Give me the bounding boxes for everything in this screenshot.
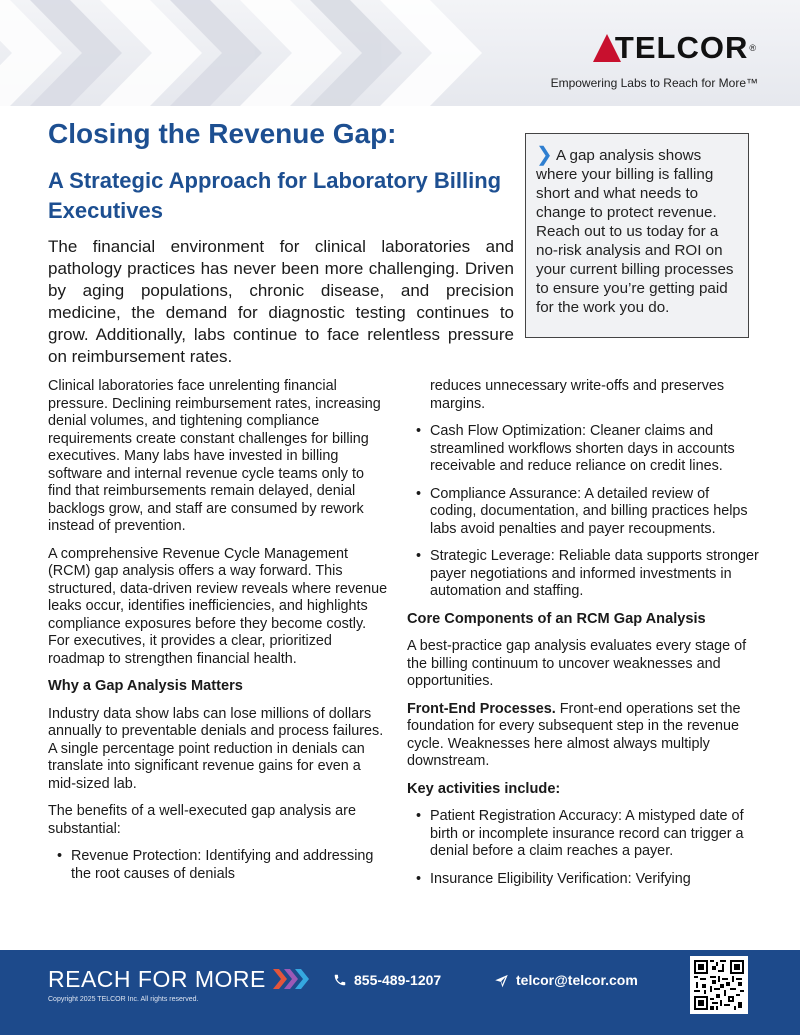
logo-wordmark: TELCOR: [614, 30, 749, 65]
section-heading-why: Why a Gap Analysis Matters: [48, 678, 243, 694]
front-end-lead: Front-End Processes.: [407, 700, 556, 717]
benefits-list: [48, 848, 388, 883]
logo-registered-mark: ®: [749, 43, 756, 53]
bullet-icon: •: [416, 870, 422, 887]
section-heading-key-activities: Key activities include:: [407, 780, 561, 797]
bullet-icon: •: [57, 848, 63, 864]
list-item: [48, 848, 388, 883]
footer-slogan: REACH FOR MORE: [48, 966, 266, 992]
chevron-right-icon: ❯: [536, 144, 553, 166]
callout-content: [536, 146, 738, 317]
email-contact[interactable]: [494, 972, 638, 988]
body-paragraph: Industry data show labs can lose millions of dollars annually to preventable denials and process failures. A single percentage point reduction in denials can translate into significant revenue gains for even a mid-sized lab.: [48, 705, 384, 792]
copyright-text: Copyright 2025 TELCOR Inc. All rights reserved.: [48, 996, 199, 1003]
list-item-text: Cash Flow Optimization: Cleaner claims and streamlined workflows shorten days in accounts receivable and reduce reliance on credit lines.: [430, 423, 735, 474]
phone-number: 855-489-1207: [354, 972, 442, 988]
list-item: [407, 486, 759, 539]
callout-box: [525, 133, 749, 338]
phone-icon: [333, 973, 347, 987]
front-end-text: Front-end operations set the foundation for every subsequent step in the revenue cycle. Weaknesses here almost always multiply downstream.: [407, 700, 741, 769]
list-item-text: Revenue Protection: Identifying and addressing the root causes of denials: [71, 848, 374, 882]
list-item: [407, 808, 759, 861]
qr-code-icon: [694, 960, 744, 1010]
list-item: [407, 423, 759, 476]
send-icon: [494, 973, 509, 988]
phone-contact[interactable]: [333, 972, 441, 988]
bullet-icon: •: [416, 548, 422, 564]
body-paragraph: [407, 701, 759, 771]
right-column: [407, 378, 759, 898]
left-column: [48, 378, 388, 893]
intro-paragraph: The financial environment for clinical laboratories and pathology practices has never been more challenging. Driven by aging populations, chronic disease, and precision medicine, the demand for diagnostic testing continues to grow. Additionally, labs continue to face relentless pressure on reimbursement rates.: [48, 237, 514, 366]
key-activities-list: [407, 808, 759, 888]
list-item: [407, 871, 759, 889]
logo-triangle-icon: [593, 34, 621, 62]
page-header: [0, 0, 800, 106]
page-subtitle: A Strategic Approach for Laboratory Billing Executives: [48, 168, 502, 223]
email-address: telcor@telcor.com: [516, 972, 638, 988]
page-title: Closing the Revenue Gap:: [48, 118, 397, 149]
callout-text: A gap analysis shows where your billing is falling short and what needs to change to protect revenue. Reach out to us today for a no-risk analysis and ROI on your current billing processes to ensure you’re getting paid for the work you do.: [536, 147, 734, 316]
list-item-continuation: reduces unnecessary write-offs and preserves margins.: [430, 378, 725, 412]
telcor-logo: [593, 30, 756, 66]
page-footer: [0, 950, 800, 1035]
body-paragraph: A best-practice gap analysis evaluates every stage of the billing continuum to uncover weaknesses and opportunities.: [407, 638, 747, 689]
tricolor-chevrons-icon: [273, 969, 313, 989]
body-paragraph: Clinical laboratories face unrelenting financial pressure. Declining reimbursement rates, increasing denial volumes, and tightening compliance requirements create constant challenges for billing executives. Many labs have invested in billing software and internal revenue cycle teams only to find that reimbursements remain delayed, denial backlogs grow, and staff are consumed by rework instead of prevention.: [48, 378, 381, 534]
list-item-text: Compliance Assurance: A detailed review of coding, documentation, and billing practices helps labs avoid penalties and payer recoupments.: [430, 485, 748, 537]
benefits-list-continued: [407, 423, 759, 601]
qr-code[interactable]: [690, 956, 748, 1014]
bullet-icon: •: [416, 423, 422, 439]
bullet-icon: •: [416, 485, 422, 502]
list-item-text: Insurance Eligibility Verification: Verifying: [430, 870, 691, 887]
list-item-text: Strategic Leverage: Reliable data supports stronger payer negotiations and informed investments in automation and staffing.: [430, 548, 759, 599]
brand-tagline: Empowering Labs to Reach for More™: [550, 76, 758, 90]
list-item: [407, 548, 759, 601]
bullet-icon: •: [416, 808, 422, 824]
body-paragraph: The benefits of a well-executed gap analysis are substantial:: [48, 803, 356, 837]
list-item-text: Patient Registration Accuracy: A mistyped date of birth or incomplete insurance record can trigger a denial before a claim reaches a payer.: [430, 808, 744, 859]
section-heading-core: Core Components of an RCM Gap Analysis: [407, 610, 706, 627]
body-paragraph: A comprehensive Revenue Cycle Management (RCM) gap analysis offers a way forward. This structured, data-driven review reveals where revenue leaks occur, identifies inefficiencies, and highlights compliance exposures before they become costly. For executives, it provides a clear, prioritized roadmap to strengthen financial health.: [48, 545, 388, 667]
